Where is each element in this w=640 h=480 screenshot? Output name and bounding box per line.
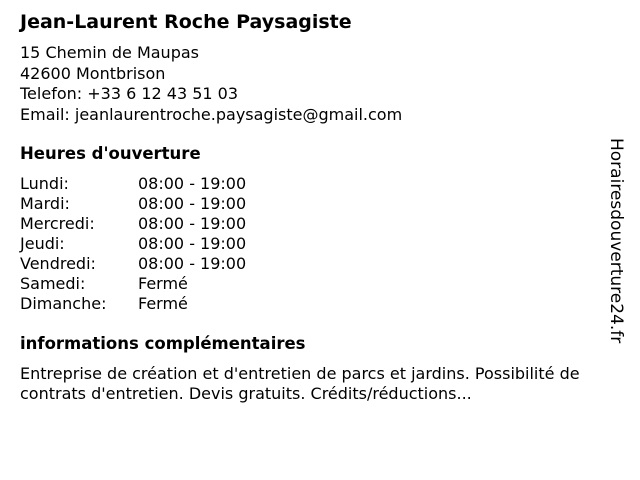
hours-row [20, 294, 246, 314]
day-label: Samedi: [20, 274, 86, 293]
phone-number[interactable]: Telefon: +33 6 12 43 51 03 [20, 84, 239, 103]
hours-row [20, 274, 246, 294]
opening-hours-heading: Heures d'ouverture [20, 144, 201, 163]
site-watermark: Horairesdouverture24.fr [606, 138, 626, 344]
day-hours: 08:00 - 19:00 [138, 214, 247, 233]
day-label: Jeudi: [20, 234, 65, 253]
day-hours: 08:00 - 19:00 [138, 194, 247, 213]
hours-row [20, 174, 246, 194]
day-hours: 08:00 - 19:00 [138, 234, 247, 253]
hours-row [20, 234, 246, 254]
day-hours: 08:00 - 19:00 [138, 174, 247, 193]
day-hours: Fermé [138, 274, 188, 293]
day-label: Mardi: [20, 194, 70, 213]
hours-row [20, 214, 246, 234]
day-hours: Fermé [138, 294, 188, 313]
email-address[interactable]: Email: jeanlaurentroche.paysagiste@gmail.com [20, 104, 403, 124]
day-hours: 08:00 - 19:00 [138, 254, 247, 273]
day-label: Mercredi: [20, 214, 95, 233]
address-street: 15 Chemin de Maupas [20, 43, 199, 62]
business-description: Entreprise de création et d'entretien de parcs et jardins. Possibilité de contrats d'entretien. Devis gratuits. Crédits/réductions... [20, 364, 580, 403]
day-label: Lundi: [20, 174, 69, 193]
hours-row [20, 194, 246, 214]
hours-row [20, 254, 246, 274]
business-name: Jean-Laurent Roche Paysagiste [20, 11, 352, 33]
day-label: Vendredi: [20, 254, 96, 273]
contact-block [20, 43, 402, 125]
additional-info-heading: informations complémentaires [20, 334, 306, 353]
address-city: 42600 Montbrison [20, 63, 166, 83]
opening-hours-table [20, 174, 246, 314]
day-label: Dimanche: [20, 294, 107, 313]
